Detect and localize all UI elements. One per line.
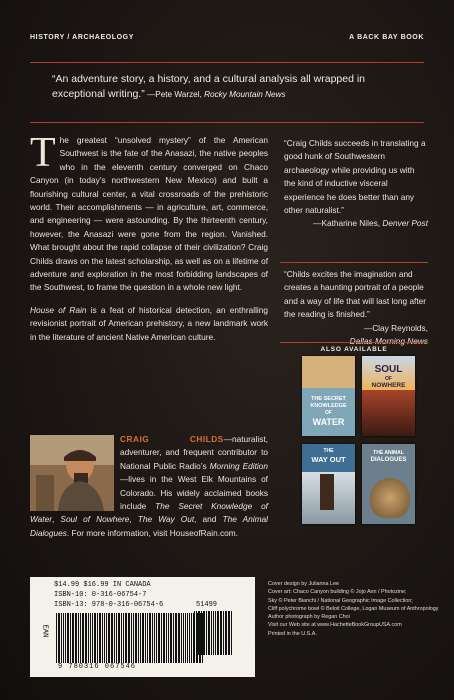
book-title-line-2: DIALOGUES <box>370 457 407 463</box>
book-title-line-4: WATER <box>312 417 345 427</box>
barcode-bar <box>191 613 192 663</box>
barcode-bar <box>140 613 141 663</box>
barcode-supplement-bars <box>194 611 236 655</box>
barcode-bar <box>228 611 230 655</box>
barcode-bar <box>178 613 180 663</box>
barcode-supplement-digits: 51499 <box>196 601 218 609</box>
author-name: CRAIG CHILDS <box>120 434 224 444</box>
barcode-bar <box>163 613 165 663</box>
barcode-bar <box>154 613 155 663</box>
book-title-line-1: THE ANIMAL <box>373 450 404 456</box>
barcode-bar <box>211 611 212 655</box>
barcode-bar <box>135 613 137 663</box>
barcode-bar <box>108 613 110 663</box>
barcode-bar <box>114 613 115 663</box>
barcode-bar <box>88 613 89 663</box>
divider-side <box>280 262 428 263</box>
book-title-line-1: THE SECRET <box>311 396 346 402</box>
book-cover-cougar <box>370 478 410 518</box>
barcode-bar <box>175 613 177 663</box>
barcode-bar <box>104 613 105 663</box>
credit-line: Author photograph by Regan Choi <box>268 614 350 621</box>
barcode-bar <box>92 613 93 663</box>
barcode-digits: 9 780316 067546 <box>58 663 137 671</box>
author-bio-text-2: —lives in the West Elk Mountains of Colorado. His widely acclaimed books include <box>120 474 268 512</box>
description-para-1: he greatest “unsolved mystery” of the American Southwest is the fate of the Anasazi, the native peoples who in the eleventh century converged on Chaco Canyon (in today’s northwestern New Mexico) and built a flourishing cultural center, a vital crossroads of the prehistoric world. Their accomplishments — in agriculture, art, commerce, and engineering — were astounding. By the thirteenth century, however, the Anasazi were gone from the region. Vanished. What brought about the rapid collapse of their civilization? Craig Childs draws on the latest scholarship, as well as on a lifetime of adventure and exploration in the most forbidding landscapes of the Southwest, to frame the question in a whole new light. <box>30 135 268 293</box>
barcode-bar <box>173 613 174 663</box>
barcode-bar <box>147 613 148 663</box>
author-book-4: The Animal Dialogues <box>30 514 268 538</box>
barcode-bar <box>158 613 160 663</box>
barcode-box <box>30 577 255 677</box>
barcode-bar <box>187 613 188 663</box>
barcode-bar <box>196 611 197 655</box>
top-bar <box>30 34 424 41</box>
barcode-bar <box>223 611 224 655</box>
headline-quote-author: Pete Warzel, <box>155 90 205 99</box>
author-book-sep-2: , <box>129 514 138 525</box>
book-cover-animal-dialogues <box>362 444 415 524</box>
book-title-line-2: KNOWLEDGE <box>310 403 347 409</box>
author-book-1: The Secret Knowledge of Water <box>30 501 268 525</box>
review-quote-2-text: “Childs excites the imagination and creates a haunting portrait of a people and a way of life that will last long after the reading is finished.” <box>284 269 427 320</box>
review-quote-2 <box>284 268 428 348</box>
barcode-bar <box>168 613 169 663</box>
isbn-10: ISBN-10: 0-316-06754-7 <box>54 591 147 599</box>
review-quote-1 <box>284 137 428 231</box>
author-photo <box>30 435 114 511</box>
barcode-bar <box>185 613 186 663</box>
barcode-bar <box>166 613 167 663</box>
review-quote-1-attribution <box>284 217 428 230</box>
barcode-bar <box>208 611 210 655</box>
headline-quote-text: “An adventure story, a history, and a cultural analysis all wrapped in exceptional writing.” <box>52 73 366 100</box>
review-quote-2-author: —Clay Reynolds, <box>363 322 428 333</box>
ean-label: EAN <box>40 624 49 638</box>
barcode-bar <box>82 613 84 663</box>
author-book-sep-3: , and <box>194 514 223 525</box>
barcode-bar <box>121 613 122 663</box>
credit-line: Cliff polychrome bowl © Beloit College, Logan Museum of Anthropology <box>268 605 439 612</box>
barcode-bar <box>58 613 60 663</box>
credit-line: Cover art: Chaco Canyon building © Jojo Ann / Photozine; <box>268 589 407 596</box>
barcode-bar <box>85 613 87 663</box>
book-title-line-2: WAY OUT <box>311 455 346 464</box>
barcode-bar <box>99 613 101 663</box>
description <box>30 130 268 344</box>
headline-quote-dash: — <box>144 90 156 99</box>
book-cover-landscape <box>362 390 415 436</box>
cover-credits <box>268 580 443 638</box>
barcode-bar <box>61 613 62 663</box>
description-para-2-text: is a feat of historical detection, an enthralling revisionist portrait of American prehistory, a new landmark work in the literature of ancient Native American culture. <box>30 304 268 342</box>
author-show: Morning Edition <box>209 460 268 471</box>
barcode-bar <box>156 613 157 663</box>
credit-line: Sky © Peter Bianchi / National Geographic Image Collection; <box>268 597 413 604</box>
barcode-bar <box>97 613 98 663</box>
barcode-bar <box>220 611 222 655</box>
barcode-bar <box>206 611 207 655</box>
book-cover-tree <box>320 474 334 510</box>
drop-cap: T <box>30 130 56 176</box>
barcode-bar <box>75 613 77 663</box>
divider-top <box>30 62 424 63</box>
barcode-bar <box>94 613 96 663</box>
description-para-2 <box>30 304 268 344</box>
author-bio-text-1: —naturalist, adventurer, and frequent contributor to National Public Radio’s <box>120 434 268 471</box>
barcode-bar <box>149 613 151 663</box>
barcode-bar <box>152 613 153 663</box>
barcode-bar <box>102 613 103 663</box>
book-title-line-1: SOUL <box>374 364 403 375</box>
author-bio-text-3: . For more information, visit HouseofRain.com. <box>66 527 238 538</box>
headline-quote <box>52 72 414 102</box>
barcode-bar <box>131 613 132 663</box>
barcode-bar <box>116 613 117 663</box>
barcode-bar <box>170 613 172 663</box>
barcode-bar <box>194 611 195 655</box>
barcode-bar <box>70 613 71 663</box>
book-cover-secret-knowledge <box>302 356 355 436</box>
review-quote-1-source: Denver Post <box>382 218 428 229</box>
book-title-line-1: THE <box>323 448 334 454</box>
barcode-bar <box>63 613 64 663</box>
barcode-bar <box>231 611 232 655</box>
book-cover-sky <box>302 356 355 388</box>
headline-quote-source: Rocky Mountain News <box>204 90 286 99</box>
credit-line: Cover design by Julianna Lee <box>268 581 340 587</box>
author-bio <box>30 433 268 540</box>
barcode-bar <box>225 611 227 655</box>
barcode-bar <box>56 613 57 663</box>
book-cover-soul-of-nowhere <box>362 356 415 436</box>
barcode-text <box>30 577 255 610</box>
author-book-sep-1: , <box>51 514 61 525</box>
category-label: HISTORY / ARCHAEOLOGY <box>30 34 134 41</box>
barcode-bar <box>111 613 113 663</box>
barcode-bar <box>106 613 107 663</box>
isbn-13: ISBN-13: 978-0-316-06754-6 <box>54 601 164 609</box>
barcode-bar <box>65 613 66 663</box>
credit-line: Printed in the U.S.A. <box>268 630 317 637</box>
publisher-label: A BACK BAY BOOK <box>349 34 424 41</box>
barcode-bar <box>123 613 124 663</box>
divider-also <box>280 342 428 343</box>
author-book-2: Soul of Nowhere <box>60 514 130 525</box>
barcode-bar <box>217 611 219 655</box>
barcode-bar <box>118 613 120 663</box>
barcode-bar <box>213 611 214 655</box>
book-title-line-3: NOWHERE <box>371 382 406 389</box>
barcode-bar <box>201 611 202 655</box>
book-title-inline: House of Rain <box>30 304 87 315</box>
barcode-bar <box>78 613 79 663</box>
barcode-bar <box>203 611 205 655</box>
barcode-bar <box>142 613 144 663</box>
credit-line: Visit our Web site at www.HachetteBookGroupUSA.com <box>268 622 402 629</box>
author-photo-image <box>30 435 114 511</box>
barcode-bar <box>67 613 69 663</box>
barcode-bar <box>145 613 146 663</box>
author-book-3: The Way Out <box>137 514 195 525</box>
book-title-line-3: OF <box>325 410 332 416</box>
barcode-bar <box>198 611 200 655</box>
barcode-bar <box>189 613 190 663</box>
barcode-bar <box>138 613 139 663</box>
review-quote-1-text: “Craig Childs succeeds in translating a good hunk of Southwestern archaeology while providing us with the kind of inductive visceral experience he does better than any other naturalist.” <box>284 138 426 216</box>
divider-bottom <box>30 122 424 123</box>
price-label: $14.99 $16.99 IN CANADA <box>54 581 151 589</box>
review-quote-1-author: —Katharine Niles, <box>313 218 383 229</box>
book-title-line-2: OF <box>385 376 392 382</box>
barcode-bar <box>72 613 74 663</box>
also-available-label: ALSO AVAILABLE <box>320 346 388 353</box>
barcode-bar <box>125 613 127 663</box>
barcode-bar <box>128 613 130 663</box>
barcode-bar <box>183 613 184 663</box>
barcode-bar <box>133 613 134 663</box>
barcode-bar <box>181 613 182 663</box>
barcode-bar <box>90 613 91 663</box>
book-cover-the-way-out <box>302 444 355 524</box>
barcode-bar <box>215 611 216 655</box>
barcode-bar <box>161 613 162 663</box>
barcode-bar <box>80 613 81 663</box>
